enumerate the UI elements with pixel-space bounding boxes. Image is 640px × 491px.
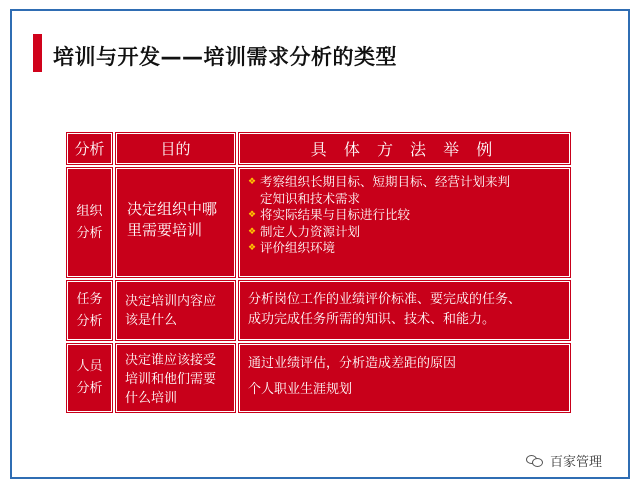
title-accent-bar [33, 34, 42, 72]
purpose-line: 该是什么 [125, 313, 178, 328]
method-bullet-item [248, 240, 563, 257]
purpose-line: 培训和他们需要 [125, 372, 217, 387]
row-purpose-person [116, 344, 235, 412]
diamond-bullet-icon: ❖ [248, 243, 257, 253]
row-method-person [239, 344, 570, 412]
method-line: 制定人力资源计划 [260, 223, 361, 239]
method-bullet-item [248, 224, 563, 241]
method-line: 评价组织环境 [260, 240, 336, 255]
row-purpose-organization [116, 168, 235, 277]
method-line: 成功完成任务所需的知识、技术、和能力。 [248, 312, 496, 327]
method-line: 将实际结果与目标进行比较 [260, 207, 411, 222]
header-method: 具 体 方 法 举 例 [239, 133, 570, 164]
method-bullet-item [248, 174, 563, 207]
method-bullet-item [248, 207, 563, 224]
row-method-task [239, 281, 570, 340]
method-line: 个人职业生涯规划 [248, 382, 353, 397]
header-purpose: 目的 [116, 133, 235, 164]
source-text: 百家管理 [550, 455, 603, 470]
row-label-line: 组织 [76, 203, 103, 219]
row-label-task [67, 281, 112, 340]
slide-title: 培训与开发——培训需求分析的类型 [53, 45, 397, 69]
purpose-line: 决定组织中哪 [127, 200, 218, 218]
row-label-line: 任务 [76, 291, 103, 307]
method-line: 通过业绩评估，分析造成差距的原因 [248, 356, 457, 371]
row-label-line: 分析 [76, 381, 103, 396]
row-purpose-task [116, 281, 235, 340]
diamond-bullet-icon: ❖ [248, 177, 257, 187]
diamond-bullet-icon: ❖ [248, 226, 257, 237]
source-watermark [526, 451, 602, 470]
row-label-organization [67, 168, 112, 277]
row-label-line: 分析 [76, 225, 103, 241]
method-line: 考察组织长期目标、短期目标、经营计划来判 [260, 174, 511, 189]
header-analysis: 分析 [67, 133, 112, 164]
purpose-line: 决定谁应该接受 [125, 353, 217, 368]
row-label-line: 分析 [76, 313, 103, 329]
diamond-bullet-icon: ❖ [248, 210, 257, 220]
row-label-person [67, 344, 112, 412]
purpose-line: 里需要培训 [127, 221, 203, 239]
method-line: 分析岗位工作的业绩评价标准、要完成的任务、 [248, 292, 522, 307]
row-label-line: 人员 [76, 359, 103, 374]
row-method-organization [239, 168, 570, 277]
purpose-line: 决定培训内容应 [125, 294, 217, 309]
method-line: 定知识和技术需求 [260, 190, 361, 206]
wechat-icon [526, 454, 544, 468]
purpose-line: 什么培训 [125, 391, 178, 406]
